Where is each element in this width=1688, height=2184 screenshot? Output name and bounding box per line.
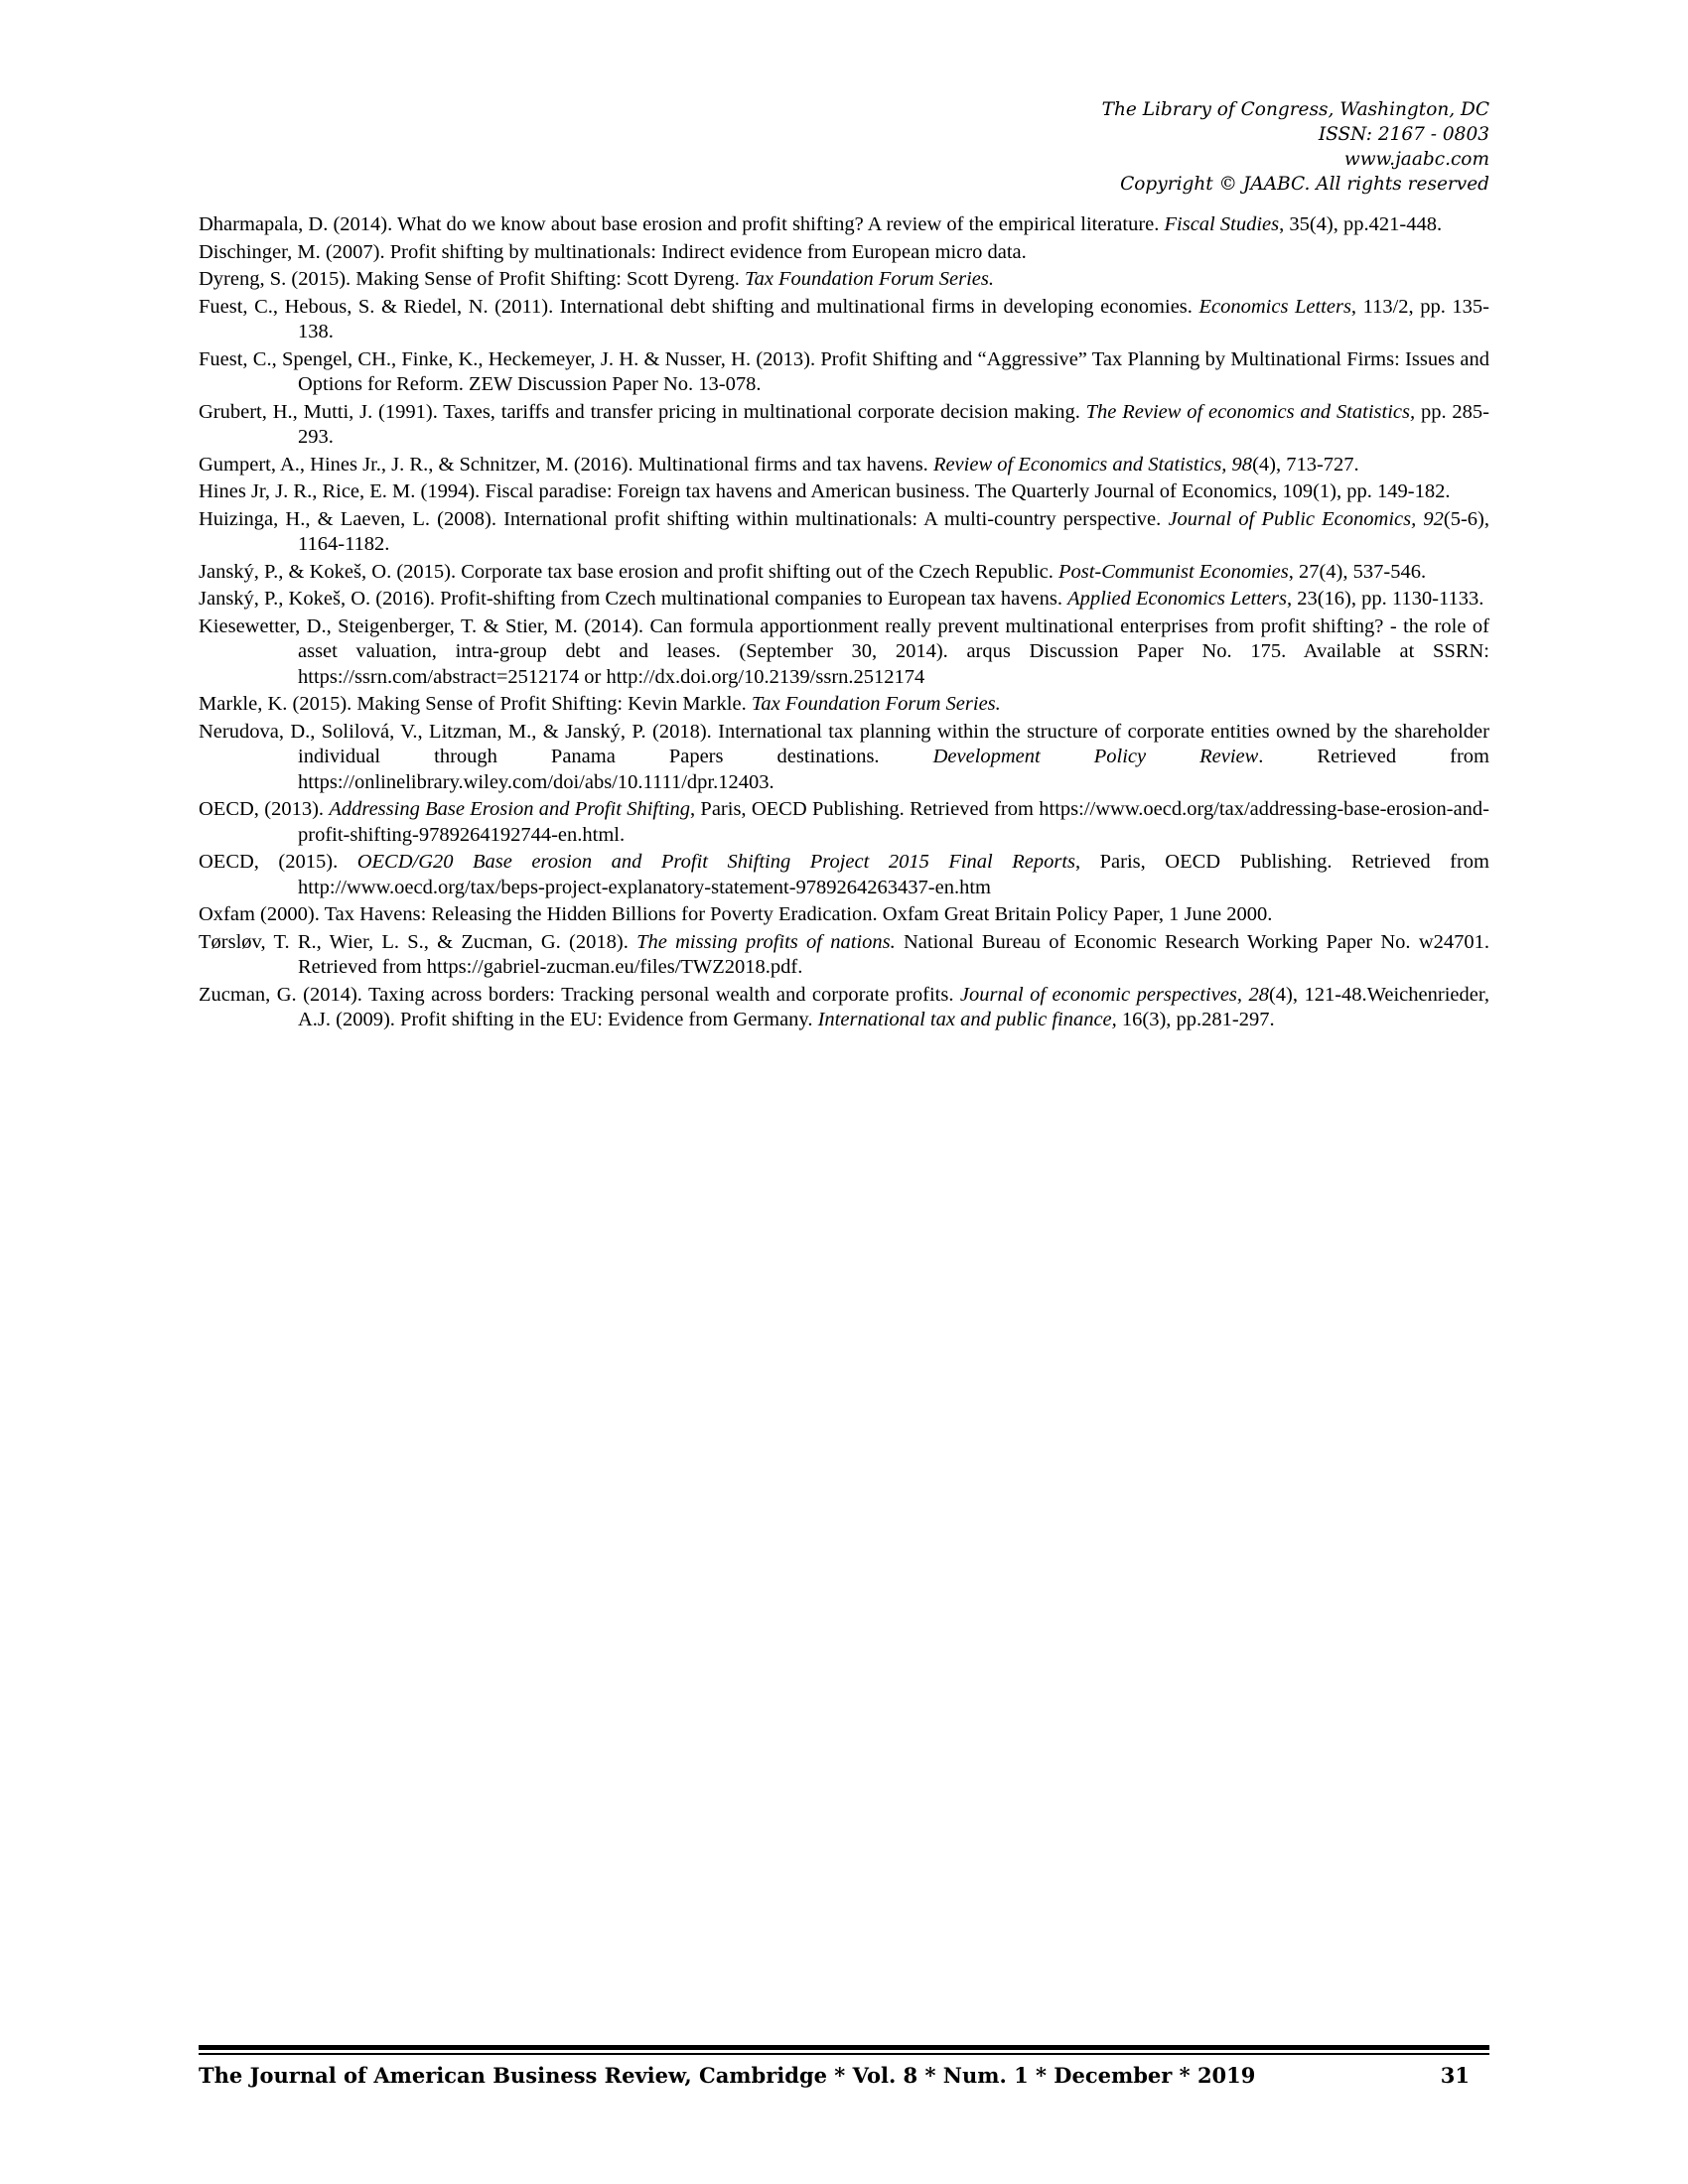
reference-text: Huizinga, H., & Laeven, L. (2008). International profit shifting within multinationals: A multi-country perspective.	[199, 507, 1169, 530]
reference-text: (4), 121-48.Weichenrieder, A.J. (2009). Profit shifting in the EU: Evidence from Germany.	[298, 983, 1489, 1030]
reference-text: , 27(4), 537-546.	[1288, 560, 1427, 583]
reference-text: , 35(4), pp.421-448.	[1279, 213, 1443, 235]
reference-entry	[199, 587, 1489, 613]
reference-text: Kiesewetter, D., Steigenberger, T. & Stier, M. (2014). Can formula apportionment really prevent multinational enterprises from profit shifting? - the role of asset valuation, intra-group debt and leases. (September 30, 2014). arqus Discussion Paper No. 175. Available at SSRN: https://ssrn.com/abstract=2512174 or http://dx.doi.org/10.2139/ssrn.2512174	[199, 614, 1489, 688]
reference-text: (4), 713-727.	[1252, 453, 1359, 476]
reference-italic-text: Fiscal Studies	[1164, 213, 1280, 235]
reference-text: Dharmapala, D. (2014). What do we know about base erosion and profit shifting? A review of the empirical literature.	[199, 213, 1165, 235]
reference-text: OECD, (2013).	[199, 798, 330, 820]
reference-entry	[199, 479, 1489, 505]
reference-entry	[199, 400, 1489, 451]
reference-entry	[199, 692, 1489, 718]
reference-italic-text: OECD/G20 Base erosion and Profit Shifting Project 2015 Final Reports	[356, 851, 1076, 873]
header-website-line: www.jaabc.com	[1343, 149, 1489, 170]
reference-entry	[199, 614, 1489, 691]
footer-journal-title: The Journal of American Business Review, Cambridge * Vol. 8 * Num. 1 * December * 2019	[199, 2063, 1256, 2088]
reference-text: , Paris, OECD Publishing. Retrieved from https://www.oecd.org/tax/addressing-base-erosion-and-profit-shifting-9789264192744-en.html.	[298, 798, 1489, 846]
reference-text: pp. 285-293.	[298, 400, 1489, 448]
page-footer	[199, 2063, 1489, 2088]
reference-text: . Retrieved from https://onlinelibrary.wiley.com/doi/abs/10.1111/dpr.12403.	[298, 746, 1489, 793]
reference-entry	[199, 930, 1489, 981]
reference-text: Grubert, H., Mutti, J. (1991). Taxes, tariffs and transfer pricing in multinational corporate decision making.	[199, 400, 1086, 423]
page-number: 31	[1440, 2063, 1470, 2088]
reference-text: 16(3), pp.281-297.	[1116, 1009, 1275, 1030]
reference-italic-text: International tax and public finance,	[817, 1009, 1117, 1030]
reference-italic-text: Post-Communist Economies	[1057, 560, 1289, 583]
reference-list	[199, 212, 1489, 1035]
reference-entry	[199, 983, 1489, 1033]
reference-text: Fuest, C., Spengel, CH., Finke, K., Heckemeyer, J. H. & Nusser, H. (2013). Profit Shifting and “Aggressive” Tax Planning by Multinational Firms: Issues and Options for Reform. ZEW Discussion Paper No. 13-078.	[199, 347, 1489, 395]
reference-italic-text: Economics Letters	[1198, 295, 1351, 318]
reference-italic-text: Journal of Public Economics, 92	[1168, 507, 1444, 530]
reference-entry	[199, 902, 1489, 928]
header-issn-line: ISSN: 2167 - 0803	[1318, 124, 1489, 145]
reference-text: (5-6), 1164-1182.	[298, 507, 1489, 555]
reference-text: Markle, K. (2015). Making Sense of Profit Shifting: Kevin Markle.	[199, 693, 752, 715]
reference-entry	[199, 453, 1489, 478]
footer-rule-thick	[199, 2045, 1489, 2050]
header-copyright-line: Copyright © JAABC. All rights reserved	[1120, 174, 1489, 195]
reference-text: , 23(16), pp. 1130-1133.	[1286, 588, 1484, 610]
reference-entry	[199, 240, 1489, 266]
reference-entry	[199, 267, 1489, 293]
reference-text: Tørsløv, T. R., Wier, L. S., & Zucman, G. (2018).	[199, 930, 637, 953]
reference-italic-text: Tax Foundation Forum Series.	[745, 268, 994, 290]
reference-italic-text: Addressing Base Erosion and Profit Shifting	[329, 798, 690, 820]
reference-entry	[199, 720, 1489, 796]
reference-italic-text: Journal of economic perspectives, 28	[959, 983, 1269, 1006]
reference-entry	[199, 560, 1489, 586]
reference-entry	[199, 797, 1489, 848]
reference-entry	[199, 295, 1489, 345]
reference-text: Gumpert, A., Hines Jr., J. R., & Schnitzer, M. (2016). Multinational firms and tax havens.	[199, 453, 933, 476]
reference-text: Oxfam (2000). Tax Havens: Releasing the Hidden Billions for Poverty Eradication. Oxfam Great Britain Policy Paper, 1 June 2000.	[199, 903, 1273, 925]
footer-rule-thin	[199, 2053, 1489, 2055]
reference-entry	[199, 212, 1489, 238]
page-header	[794, 97, 1489, 197]
reference-text: OECD, (2015).	[199, 851, 357, 873]
reference-italic-text: Applied Economics Letters	[1067, 588, 1287, 610]
reference-text: Janský, P., & Kokeš, O. (2015). Corporate tax base erosion and profit shifting out of the Czech Republic.	[199, 560, 1058, 583]
reference-text: , 113/2, pp. 135-138.	[298, 295, 1489, 342]
reference-text: Dyreng, S. (2015). Making Sense of Profit Shifting: Scott Dyreng.	[199, 268, 746, 290]
reference-text: , Paris, OECD Publishing. Retrieved from http://www.oecd.org/tax/beps-project-explanatory-statement-9789264263437-en.htm	[298, 851, 1489, 898]
reference-italic-text: Review of Economics and Statistics, 98	[932, 453, 1253, 476]
reference-entry	[199, 850, 1489, 900]
reference-italic-text: The missing profits of nations.	[636, 930, 896, 953]
reference-text: Dischinger, M. (2007). Profit shifting by multinationals: Indirect evidence from European micro data.	[199, 240, 1027, 263]
header-library-line: The Library of Congress, Washington, DC	[1101, 99, 1489, 120]
reference-entry	[199, 507, 1489, 558]
reference-italic-text: Development Policy Review	[932, 746, 1259, 767]
reference-text: Hines Jr, J. R., Rice, E. M. (1994). Fiscal paradise: Foreign tax havens and American business. The Quarterly Journal of Economics, 109(1), pp. 149-182.	[199, 480, 1451, 502]
reference-text: Fuest, C., Hebous, S. & Riedel, N. (2011). International debt shifting and multinational firms in developing economies.	[199, 295, 1199, 318]
reference-italic-text: The Review of economics and Statistics,	[1085, 400, 1416, 423]
reference-entry	[199, 347, 1489, 398]
reference-text: Zucman, G. (2014). Taxing across borders: Tracking personal wealth and corporate profits.	[199, 983, 960, 1006]
reference-text: Janský, P., Kokeš, O. (2016). Profit-shifting from Czech multinational companies to European tax havens.	[199, 588, 1068, 610]
reference-text: Nerudova, D., Solilová, V., Litzman, M., & Janský, P. (2018). International tax planning within the structure of corporate entities owned by the shareholder individual through Panama Papers destinations.	[199, 720, 1489, 767]
reference-text: National Bureau of Economic Research Working Paper No. w24701. Retrieved from https://gabriel-zucman.eu/files/TWZ2018.pdf.	[298, 930, 1489, 978]
reference-italic-text: Tax Foundation Forum Series.	[751, 693, 1001, 715]
